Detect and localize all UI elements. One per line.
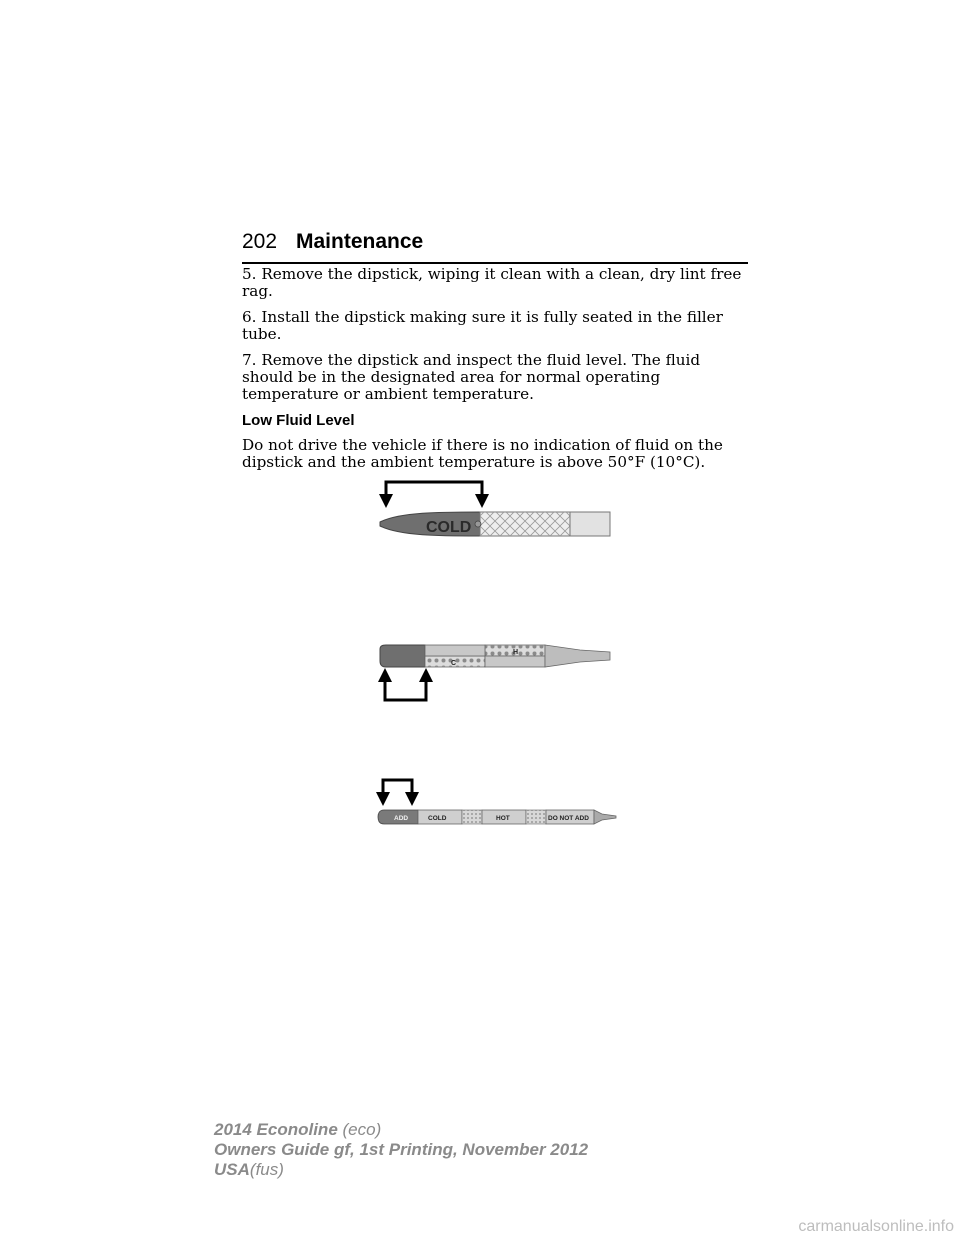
dipstick-illustration <box>370 476 620 544</box>
arrow-up-icon <box>378 668 392 682</box>
arrow-up-icon <box>419 668 433 682</box>
section-title: Maintenance <box>296 230 424 253</box>
low-fluid-paragraph: Do not drive the vehicle if there is no indication of fluid on the dipstick and the ambient temperature is above 50°F (10°C). <box>242 436 723 471</box>
do-not-add-label: DO NOT ADD <box>548 815 589 822</box>
step-7: 7. Remove the dipstick and inspect the fluid level. The fluid should be in the designated area for normal operating temperature or ambient temperature. <box>242 351 701 403</box>
range-bracket <box>386 482 482 500</box>
dipstick-figure-add <box>370 776 620 832</box>
page-footer <box>214 1120 588 1180</box>
arrow-down-icon <box>475 494 489 508</box>
body-text <box>242 266 752 480</box>
footer-market-code: (fus) <box>249 1160 284 1179</box>
h-label: H <box>513 649 519 656</box>
page-header <box>242 228 748 264</box>
page-number: 202 <box>242 230 278 253</box>
dipstick-figure-ch <box>370 636 620 706</box>
step-5: 5. Remove the dipstick, wiping it clean with a clean, dry lint free rag. <box>242 265 742 300</box>
arrow-down-icon <box>379 494 393 508</box>
subheading-low-fluid-level: Low Fluid Level <box>242 412 355 429</box>
arrow-down-icon <box>376 792 390 806</box>
step-6: 6. Install the dipstick making sure it is fully seated in the filler tube. <box>242 308 723 343</box>
footer-printing: Owners Guide gf, 1st Printing, November 2012 <box>214 1140 589 1159</box>
range-bracket <box>385 676 426 700</box>
footer-model: 2014 Econoline <box>214 1120 338 1139</box>
footer-model-code: (eco) <box>342 1120 382 1139</box>
add-label: ADD <box>394 815 409 822</box>
dipstick-illustration <box>370 776 620 832</box>
cold-label: COLD <box>426 519 472 536</box>
hot-label: HOT <box>496 815 510 822</box>
dipstick-illustration <box>370 636 620 706</box>
dipstick-figure-cold <box>370 476 620 544</box>
watermark: carmanualsonline.info <box>798 1218 954 1235</box>
cold-label: COLD <box>428 815 447 822</box>
footer-market: USA <box>214 1160 250 1179</box>
arrow-down-icon <box>405 792 419 806</box>
c-label: C <box>451 660 457 667</box>
